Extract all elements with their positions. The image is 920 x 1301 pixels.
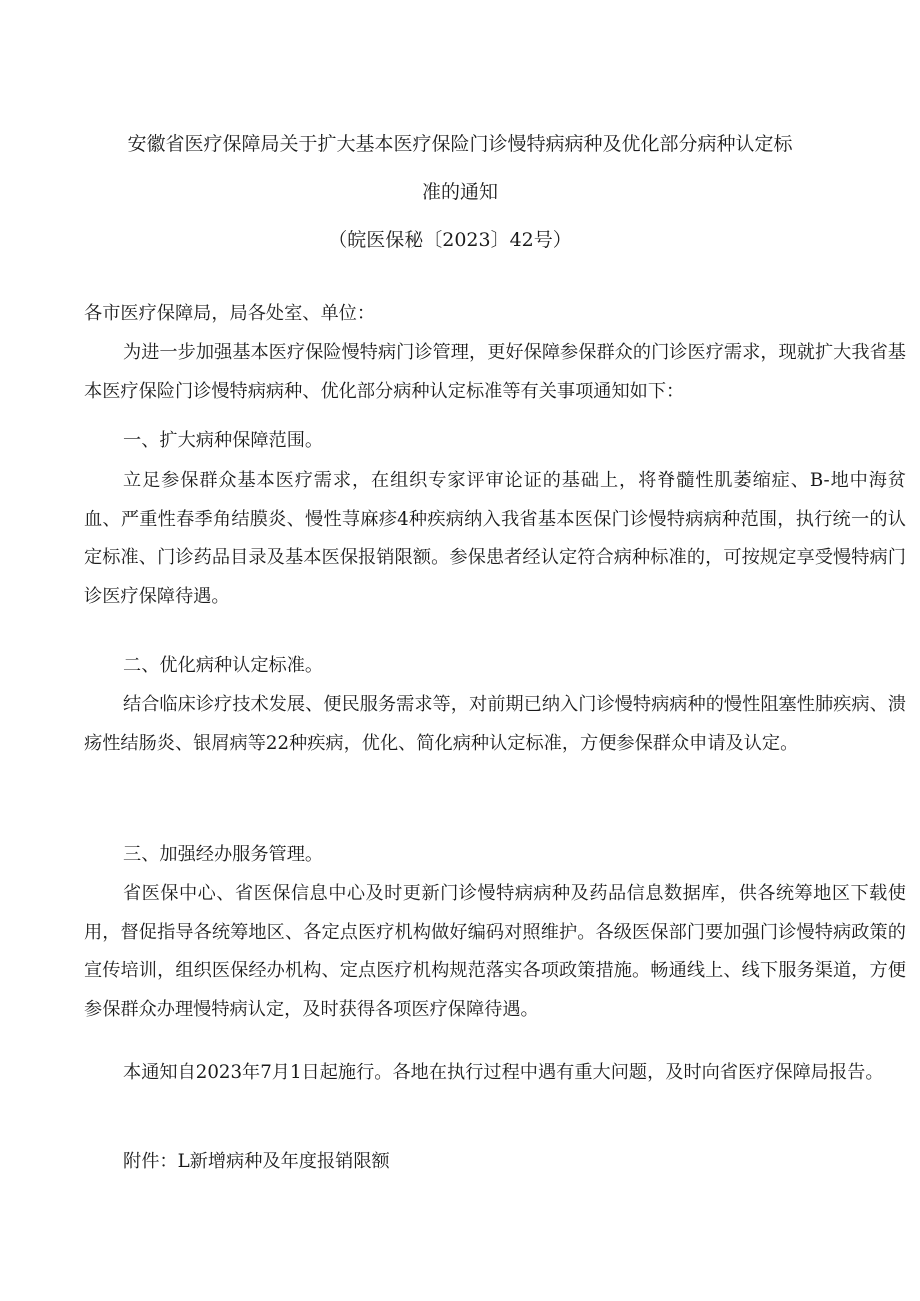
document-title-line-1: 安徽省医疗保障局关于扩大基本医疗保险门诊慢特病病种及优化部分病种认定标: [127, 133, 793, 155]
section-2-heading: 二、优化病种认定标准。: [123, 655, 324, 676]
section-1-heading: 一、扩大病种保障范围。: [123, 430, 324, 451]
effective-date-paragraph: 本通知自2023年7月1日起施行。各地在执行过程中遇有重大问题，及时向省医疗保障局报告。: [123, 1062, 884, 1083]
intro-paragraph: 为进一步加强基本医疗保险慢特病门诊管理，更好保障参保群众的门诊医疗需求，现就扩大我省基本医疗保险门诊慢特病病种、优化部分病种认定标准等有关事项通知如下：: [84, 342, 906, 402]
document-number: （皖医保秘〔2023〕42号）: [328, 229, 572, 251]
section-2-body: 结合临床诊疗技术发展、便民服务需求等，对前期已纳入门诊慢特病病种的慢性阻塞性肺疾病、溃疡性结肠炎、银屑病等22种疾病，优化、简化病种认定标准，方便参保群众申请及认定。: [84, 694, 906, 754]
document-title-line-2: 准的通知: [421, 181, 498, 203]
section-1-body: 立足参保群众基本医疗需求，在组织专家评审论证的基础上，将脊髓性肌萎缩症、B-地中海贫血、严重性春季角结膜炎、慢性荨麻疹4种疾病纳入我省基本医保门诊慢特病病种范围，执行统一的认定标准、门诊药品目录及基本医保报销限额。参保患者经认定符合病种标准的，可按规定享受慢特病门诊医疗保障待遇。: [84, 470, 906, 607]
section-3-heading: 三、加强经办服务管理。: [123, 844, 324, 865]
salutation: 各市医疗保障局，局各处室、单位：: [84, 303, 376, 324]
attachment-link[interactable]: 附件：L新增病种及年度报销限额: [123, 1151, 390, 1172]
section-3-body: 省医保中心、省医保信息中心及时更新门诊慢特病病种及药品信息数据库，供各统筹地区下载使用，督促指导各统筹地区、各定点医疗机构做好编码对照维护。各级医保部门要加强门诊慢特病政策的宣传培训，组织医保经办机构、定点医疗机构规范落实各项政策措施。畅通线上、线下服务渠道，方便参保群众办理慢特病认定，及时获得各项医疗保障待遇。: [84, 883, 906, 1020]
